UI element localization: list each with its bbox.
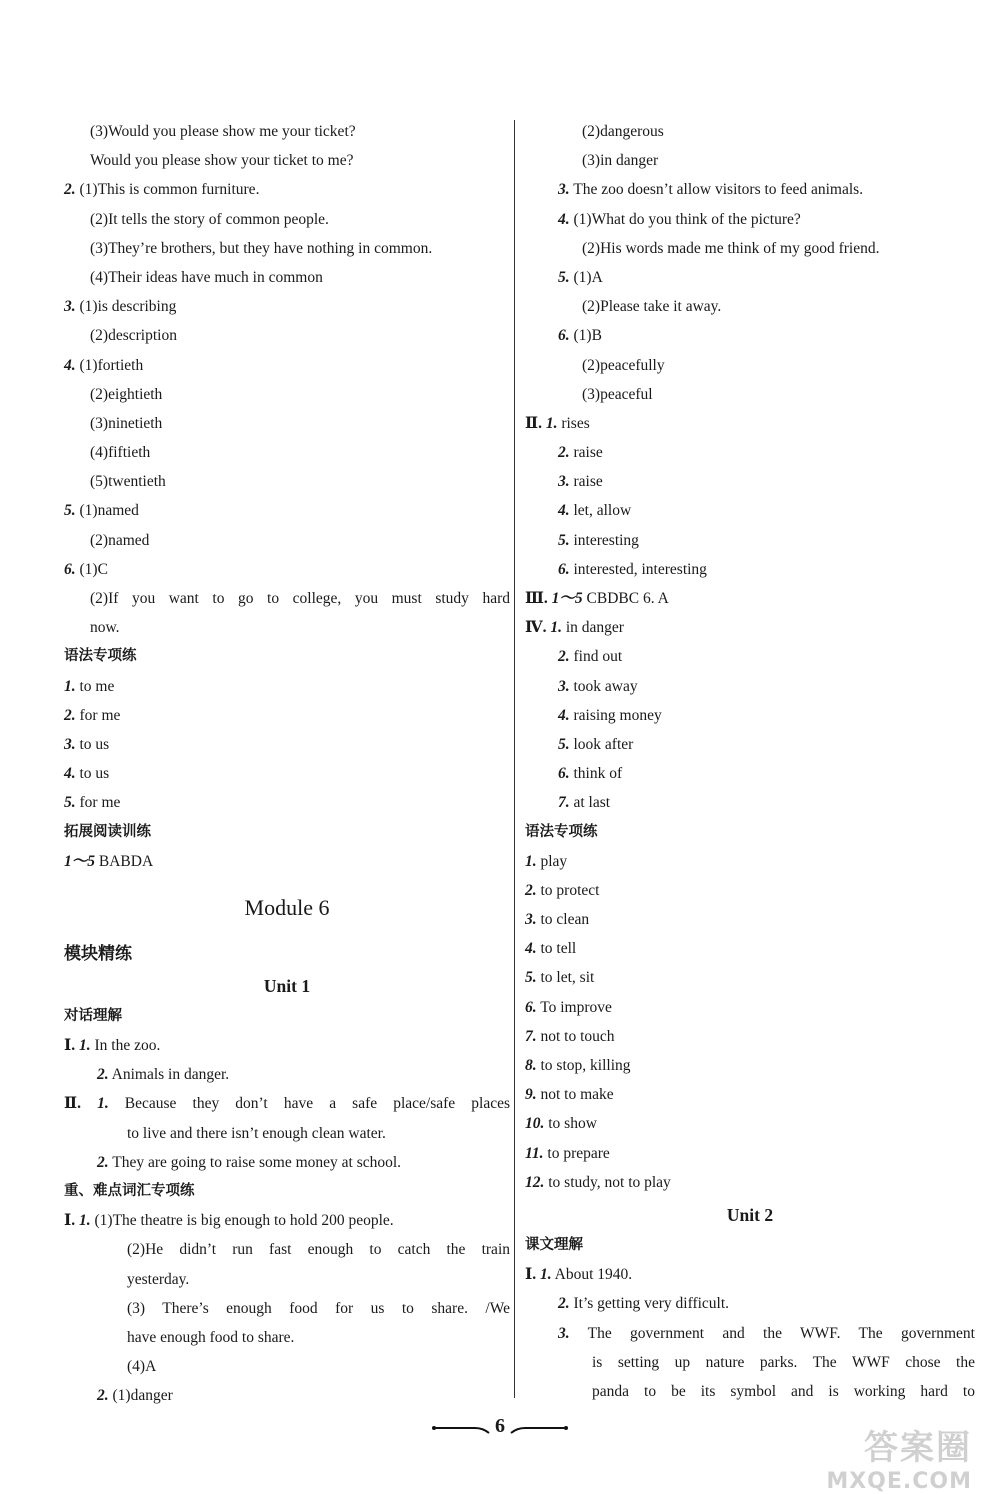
- answer-text: to tell: [536, 940, 577, 958]
- right-line: [525, 205, 975, 234]
- item-number: 2.: [525, 881, 537, 899]
- answer-text: to protect: [536, 881, 600, 899]
- left-line: [64, 847, 510, 876]
- answer-text: to clean: [536, 911, 590, 929]
- item-number: 5.: [558, 735, 570, 753]
- item-number: 2.: [64, 181, 76, 199]
- watermark-logo-text: 答案圈: [864, 1428, 972, 1468]
- item-number: 10.: [525, 1115, 545, 1133]
- left-line: [64, 759, 510, 788]
- answer-text: (2)If you want to go to college, you must study hard: [90, 590, 510, 607]
- right-line: [525, 117, 975, 146]
- right-line: [525, 934, 975, 963]
- answer-text: to me: [75, 677, 115, 695]
- item-number: 3.: [558, 473, 570, 491]
- item-number: 1.: [79, 1212, 91, 1230]
- answer-text: not to make: [536, 1086, 614, 1104]
- left-line: [64, 526, 510, 555]
- left-line: [64, 788, 510, 817]
- column-divider: [514, 120, 515, 1398]
- right-line: [525, 905, 975, 934]
- item-number: 4.: [525, 940, 537, 958]
- right-column: [525, 117, 975, 1406]
- roman-numeral: Ⅳ.: [525, 619, 547, 637]
- answer-text: Because they don’t have a safe place/safe places: [108, 1095, 511, 1113]
- answer-text: (1)named: [75, 502, 139, 520]
- item-number: 5.: [64, 794, 76, 812]
- right-line: [525, 1289, 975, 1318]
- right-line: [525, 1168, 975, 1197]
- answer-text: (1)fortieth: [75, 356, 144, 374]
- left-line: [64, 1235, 510, 1264]
- item-number: 5.: [558, 268, 570, 286]
- left-line: [64, 584, 510, 613]
- left-line: [64, 876, 510, 934]
- left-line: [64, 1119, 510, 1148]
- left-line: [64, 321, 510, 350]
- answer-text: interested, interesting: [569, 560, 707, 578]
- answer-text: (4)Their ideas have much in common: [90, 268, 323, 286]
- answer-text: (3)They’re brothers, but they have nothing in common.: [90, 239, 433, 257]
- answer-text: raise: [569, 444, 603, 462]
- right-line: [525, 1231, 975, 1260]
- answer-text: to live and there isn’t enough clean water.: [127, 1124, 386, 1142]
- answer-text: think of: [569, 765, 623, 783]
- item-number: 1.: [550, 619, 562, 637]
- item-number: 2.: [97, 1387, 109, 1405]
- answer-text: for me: [75, 706, 121, 724]
- answer-text: 对话理解: [64, 1007, 122, 1024]
- item-number: 4.: [558, 210, 570, 228]
- answer-text: (2)description: [90, 327, 177, 345]
- answer-text: at last: [569, 794, 611, 812]
- right-line: [525, 1109, 975, 1138]
- answer-text: Module 6: [244, 894, 330, 920]
- left-line: [64, 1060, 510, 1089]
- right-line: [525, 730, 975, 759]
- item-number: 2.: [558, 648, 570, 666]
- left-line: [64, 1352, 510, 1381]
- left-line: [64, 1177, 510, 1206]
- left-line: [64, 1206, 510, 1235]
- right-line: [525, 613, 975, 642]
- right-line: [525, 175, 975, 204]
- item-number: 3.: [558, 181, 570, 199]
- answer-text: find out: [569, 648, 623, 666]
- answer-text: let, allow: [569, 502, 632, 520]
- answer-text: took away: [569, 677, 638, 695]
- answer-text: Unit 1: [263, 975, 311, 996]
- left-line: [64, 613, 510, 642]
- item-number: 2.: [64, 706, 76, 724]
- right-line: [525, 788, 975, 817]
- item-number: 3.: [558, 1324, 570, 1342]
- left-column: [64, 117, 510, 1411]
- left-line: [64, 175, 510, 204]
- right-line: [525, 146, 975, 175]
- roman-numeral: Ⅰ.: [525, 1266, 537, 1284]
- item-number: 6.: [558, 560, 570, 578]
- left-ornament-icon: [431, 1422, 491, 1434]
- item-number: 3.: [64, 735, 76, 753]
- item-number: 1～5: [64, 852, 96, 870]
- left-line: [64, 1031, 510, 1060]
- answer-text: (3)ninetieth: [90, 414, 163, 432]
- item-number: 6.: [558, 765, 570, 783]
- item-number: 3.: [558, 677, 570, 695]
- answer-text: in danger: [561, 619, 624, 637]
- roman-numeral: Ⅰ.: [64, 1212, 76, 1230]
- right-line: [525, 876, 975, 905]
- left-line: [64, 1089, 510, 1118]
- item-number: 6.: [558, 327, 570, 345]
- answer-text: to stop, killing: [536, 1057, 631, 1074]
- right-line: [525, 672, 975, 701]
- left-line: [64, 117, 510, 146]
- answer-text: (1)danger: [108, 1387, 173, 1405]
- roman-numeral: Ⅱ.: [525, 414, 542, 432]
- answer-text: (3)in danger: [582, 152, 659, 170]
- item-number: 2.: [558, 1295, 570, 1313]
- item-number: 5.: [525, 969, 537, 987]
- answer-text: to show: [544, 1115, 597, 1133]
- answer-text: not to touch: [536, 1027, 615, 1045]
- left-line: [64, 555, 510, 584]
- right-line: [525, 701, 975, 730]
- answer-text: interesting: [569, 531, 639, 549]
- answer-text: 语法专项练: [525, 823, 598, 840]
- answer-text: 语法专项练: [64, 648, 137, 665]
- item-number: 4.: [64, 356, 76, 374]
- right-line: [525, 818, 975, 847]
- answer-text: To improve: [536, 998, 612, 1016]
- answer-text: 模块精练: [64, 943, 132, 964]
- answer-text: (1)B: [569, 327, 602, 345]
- answer-text: for me: [75, 794, 121, 812]
- item-number: 4.: [558, 706, 570, 724]
- left-line: [64, 467, 510, 496]
- item-number: 1.: [545, 414, 558, 432]
- right-line: [525, 292, 975, 321]
- right-line: [525, 1260, 975, 1289]
- item-number: 2.: [97, 1153, 109, 1171]
- answer-text: panda to be its symbol and is working hard to: [592, 1382, 975, 1400]
- item-number: 1～5: [551, 590, 583, 607]
- answer-text: 拓展阅读训练: [64, 823, 151, 840]
- right-line: [525, 263, 975, 292]
- item-number: 3.: [64, 298, 76, 316]
- roman-numeral: Ⅲ.: [525, 590, 548, 607]
- item-number: 4.: [558, 502, 570, 520]
- right-line: [525, 1022, 975, 1051]
- answer-text: (2)eightieth: [90, 385, 163, 403]
- item-number: 12.: [525, 1173, 545, 1191]
- answer-text: play: [536, 852, 568, 870]
- right-ornament-icon: [509, 1422, 569, 1434]
- right-line: [525, 555, 975, 584]
- item-number: 8.: [525, 1057, 537, 1074]
- answer-text: Would you please show your ticket to me?: [90, 152, 354, 170]
- right-line: [525, 1377, 975, 1406]
- right-line: [525, 321, 975, 350]
- left-line: [64, 380, 510, 409]
- left-line: [64, 642, 510, 671]
- right-line: [525, 759, 975, 788]
- right-line: [525, 351, 975, 380]
- right-line: [525, 1348, 975, 1377]
- answer-text: (1)C: [75, 560, 108, 578]
- answer-text: (2)dangerous: [582, 123, 664, 140]
- answer-text: to let, sit: [536, 969, 595, 987]
- left-line: [64, 1323, 510, 1352]
- answer-text: to us: [75, 735, 110, 753]
- answer-text: (1)is describing: [75, 298, 177, 316]
- answer-text: Unit 2: [726, 1204, 774, 1225]
- answer-text: 课文理解: [525, 1236, 583, 1253]
- answer-text: rises: [557, 414, 590, 432]
- left-line: [64, 438, 510, 467]
- answer-text: (3)peaceful: [582, 385, 653, 403]
- left-line: [64, 351, 510, 380]
- answer-text: (3) There’s enough food for us to share. /We: [127, 1299, 510, 1317]
- left-line: [64, 1148, 510, 1177]
- right-line: [525, 963, 975, 992]
- left-line: [64, 205, 510, 234]
- left-line: [64, 1265, 510, 1294]
- answer-text: (2)His words made me think of my good friend.: [582, 239, 880, 257]
- right-line: [525, 847, 975, 876]
- right-line: [525, 467, 975, 496]
- left-line: [64, 496, 510, 525]
- right-line: [525, 1319, 975, 1348]
- answer-text: to study, not to play: [544, 1173, 671, 1191]
- answer-text: In the zoo.: [90, 1037, 161, 1055]
- item-number: 11.: [525, 1144, 544, 1162]
- item-number: 1.: [525, 852, 537, 870]
- answer-text: (2)It tells the story of common people.: [90, 210, 329, 228]
- right-line: [525, 438, 975, 467]
- answer-text: The government and the WWF. The government: [569, 1324, 975, 1342]
- page-number: 6: [495, 1415, 505, 1437]
- item-number: 1.: [79, 1037, 91, 1055]
- answer-text: raise: [569, 473, 603, 491]
- roman-numeral: Ⅱ.: [64, 1095, 81, 1113]
- item-number: 1.: [64, 677, 76, 695]
- answer-text: is setting up nature parks. The WWF chose the: [592, 1353, 975, 1371]
- left-line: [64, 672, 510, 701]
- answer-text: (2)Please take it away.: [582, 298, 722, 316]
- answer-text: look after: [569, 735, 634, 753]
- answer-text: (2)He didn’t run fast enough to catch the train: [127, 1241, 510, 1259]
- watermark-url: MXQE.COM: [826, 1469, 972, 1494]
- left-line: [64, 818, 510, 847]
- item-number: 9.: [525, 1086, 537, 1104]
- right-line: [525, 1080, 975, 1109]
- answer-text: have enough food to share.: [127, 1328, 295, 1346]
- item-number: 3.: [525, 911, 537, 929]
- right-line: [525, 380, 975, 409]
- item-number: 7.: [558, 794, 570, 812]
- answer-text: to us: [75, 765, 110, 783]
- item-number: 1.: [540, 1266, 552, 1284]
- answer-text: (1)The theatre is big enough to hold 200 people.: [90, 1212, 394, 1230]
- right-line: [525, 993, 975, 1022]
- left-line: [64, 934, 510, 968]
- answer-text: The zoo doesn’t allow visitors to feed animals.: [569, 181, 864, 199]
- right-line: [525, 526, 975, 555]
- left-line: [64, 263, 510, 292]
- answer-text: now.: [90, 619, 120, 637]
- answer-text: About 1940.: [551, 1266, 633, 1284]
- right-line: [525, 584, 975, 613]
- left-line: [64, 968, 510, 1002]
- answer-text: (1)A: [569, 268, 603, 286]
- item-number: 2.: [97, 1066, 109, 1084]
- item-number: 6.: [525, 998, 537, 1016]
- answer-text: CBDBC 6. A: [582, 590, 669, 607]
- right-line: [525, 234, 975, 263]
- answer-text: (1)What do you think of the picture?: [569, 210, 801, 228]
- right-line: [525, 642, 975, 671]
- left-line: [64, 730, 510, 759]
- answer-text: It’s getting very difficult.: [569, 1295, 730, 1313]
- right-line: [525, 409, 975, 438]
- answer-text: yesterday.: [127, 1270, 190, 1288]
- answer-text: (2)peacefully: [582, 356, 665, 374]
- answer-text: BABDA: [95, 852, 154, 870]
- left-line: [64, 1294, 510, 1323]
- right-line: [525, 1139, 975, 1168]
- item-number: 2.: [558, 444, 570, 462]
- left-line: [64, 1381, 510, 1410]
- watermark: [826, 1420, 972, 1494]
- left-line: [64, 234, 510, 263]
- answer-text: to prepare: [543, 1144, 610, 1162]
- right-line: [525, 1197, 975, 1231]
- answer-text: raising money: [569, 706, 662, 724]
- item-number: 6.: [64, 560, 76, 578]
- item-number: 5.: [558, 531, 570, 549]
- left-line: [64, 146, 510, 175]
- answer-text: Animals in danger.: [108, 1066, 230, 1084]
- answer-text: (1)This is common furniture.: [75, 181, 260, 199]
- roman-numeral: Ⅰ.: [64, 1037, 76, 1055]
- left-line: [64, 1002, 510, 1031]
- right-line: [525, 1051, 975, 1080]
- left-line: [64, 292, 510, 321]
- left-line: [64, 701, 510, 730]
- item-number: 4.: [64, 765, 76, 783]
- answer-text: (5)twentieth: [90, 473, 166, 491]
- left-line: [64, 409, 510, 438]
- answer-text: (3)Would you please show me your ticket?: [90, 123, 356, 140]
- answer-text: (4)fiftieth: [90, 444, 151, 462]
- right-line: [525, 496, 975, 525]
- answer-text: (2)named: [90, 531, 150, 549]
- answer-text: (4)A: [127, 1358, 157, 1376]
- item-number: 5.: [64, 502, 76, 520]
- answer-text: They are going to raise some money at school.: [108, 1153, 402, 1171]
- item-number: 7.: [525, 1027, 537, 1045]
- answer-text: 重、难点词汇专项练: [64, 1183, 195, 1199]
- item-number: 1.: [97, 1095, 109, 1113]
